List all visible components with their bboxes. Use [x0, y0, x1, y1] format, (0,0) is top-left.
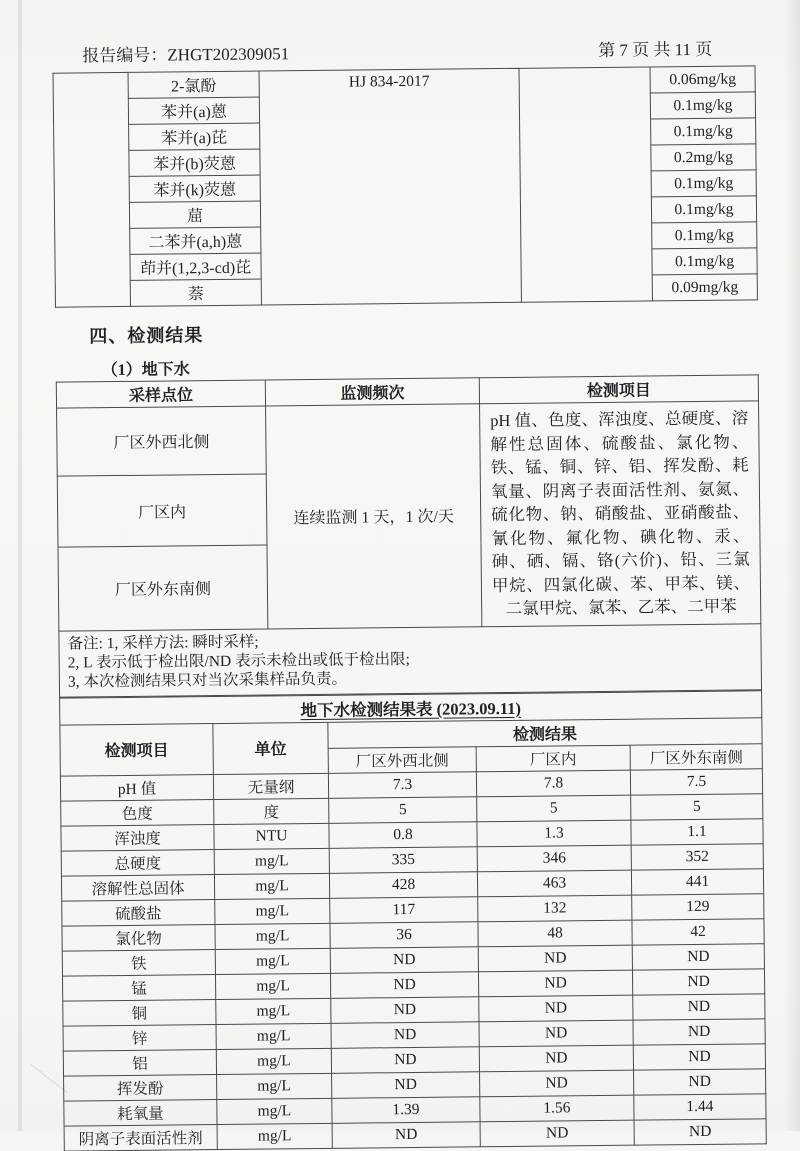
unit-cell: mg/L	[215, 948, 330, 974]
soil-analyte-limits-table	[53, 65, 758, 307]
result-value-cell: 1.39	[332, 1096, 480, 1123]
unit-cell: mg/L	[216, 1023, 331, 1049]
sampling-point-cell: 厂区内	[57, 474, 267, 548]
unit-cell: mg/L	[215, 923, 330, 949]
detection-limit-cell: 0.09mg/kg	[652, 274, 757, 301]
result-value-cell: 346	[477, 845, 631, 872]
page-content	[52, 34, 766, 1151]
note-line: 2, L 表示低于检出限/ND 表示未检出或低于检出限;	[67, 650, 410, 672]
sampling-point-cell: 厂区外东南侧	[58, 545, 268, 630]
result-value-cell: ND	[633, 1043, 765, 1069]
result-value-cell: 5	[329, 796, 477, 823]
item-cell: 浑浊度	[61, 824, 214, 851]
result-value-cell: 463	[477, 870, 631, 897]
result-value-cell: ND	[634, 1118, 766, 1144]
item-cell: 总硬度	[61, 849, 214, 876]
result-value-cell: 7.3	[328, 771, 476, 798]
result-value-cell: ND	[330, 946, 478, 973]
results-table-title: 地下水检测结果表 (2023.09.11)	[300, 698, 522, 720]
result-value-cell: 1.1	[631, 818, 763, 844]
result-value-cell: 1.44	[634, 1093, 766, 1119]
scan-edge-shadow-right	[784, 0, 800, 1131]
col-header-test-items: 检测项目	[479, 375, 758, 404]
subsection-title: （1）地下水	[101, 361, 190, 380]
sampling-point-cell: 厂区外西北侧	[57, 406, 267, 476]
sampling-plan-table	[56, 374, 762, 697]
result-value-cell: ND	[632, 943, 764, 969]
result-value-cell: 7.8	[476, 770, 630, 797]
result-value-cell: ND	[331, 996, 479, 1023]
notes-cell	[59, 623, 762, 696]
analyte-name-cell: 茚并(1,2,3-cd)芘	[130, 253, 261, 280]
item-cell: 氯化物	[62, 924, 215, 951]
result-value-cell: 129	[632, 893, 764, 919]
item-cell: 铁	[62, 949, 215, 976]
method-standard-cell: HJ 834-2017	[259, 68, 521, 305]
analyte-name-cell: 苯并(a)芘	[129, 123, 260, 150]
result-value-cell: 352	[631, 843, 763, 869]
col-header-unit: 单位	[213, 722, 329, 774]
analyte-name-cell: 萘	[130, 279, 261, 306]
result-value-cell: ND	[478, 970, 632, 997]
result-value-cell: ND	[634, 1068, 766, 1094]
detection-limit-cell: 0.1mg/kg	[650, 92, 755, 119]
item-cell: 铜	[63, 999, 216, 1026]
result-value-cell: ND	[633, 993, 765, 1019]
result-value-cell: ND	[479, 1020, 633, 1047]
result-value-cell: 36	[330, 921, 478, 948]
item-cell: 铝	[63, 1049, 216, 1076]
analyte-name-cell: 苯并(k)荧蒽	[129, 175, 260, 202]
analyte-name-cell: 苯并(a)蒽	[128, 97, 259, 124]
result-value-cell: ND	[331, 1021, 479, 1048]
result-value-cell: 441	[631, 868, 763, 894]
notes-row	[59, 623, 762, 696]
col-header-location: 厂区内	[476, 745, 630, 772]
unit-cell: mg/L	[215, 973, 330, 999]
item-cell: 色度	[61, 799, 214, 826]
unit-cell: mg/L	[214, 873, 329, 899]
unit-cell: mg/L	[217, 1073, 332, 1099]
unit-cell: mg/L	[217, 1098, 332, 1124]
result-value-cell: 335	[329, 846, 477, 873]
frequency-cell: 连续监测 1 天，1 次/天	[266, 404, 482, 629]
result-value-cell: ND	[479, 1045, 633, 1072]
result-value-cell: 7.5	[630, 768, 762, 794]
result-value-cell: 132	[478, 895, 632, 922]
col-header-sampling-point: 采样点位	[56, 380, 265, 408]
unit-cell: mg/L	[214, 848, 329, 874]
unit-cell: 度	[214, 798, 329, 824]
result-value-cell: 5	[477, 795, 631, 822]
col-header-location: 厂区外西北侧	[328, 746, 476, 773]
groundwater-results-table	[59, 690, 767, 1151]
col-header-frequency: 监测频次	[265, 378, 479, 406]
empty-cell	[519, 67, 652, 302]
item-cell: 锰	[62, 974, 215, 1001]
unit-cell: mg/L	[216, 998, 331, 1024]
item-cell: 耗氧量	[64, 1099, 217, 1126]
item-cell: 挥发酚	[64, 1074, 217, 1101]
report-number-value: ZHGT202309051	[167, 44, 290, 65]
empty-cell	[53, 72, 130, 307]
result-value-cell: 48	[478, 920, 632, 947]
analyte-name-cell: 二苯并(a,h)蒽	[130, 227, 261, 254]
result-value-cell: 117	[330, 896, 478, 923]
result-value-cell: ND	[480, 1070, 634, 1097]
detection-limit-cell: 0.1mg/kg	[652, 222, 757, 249]
test-items-cell: pH 值、色度、浑浊度、总硬度、溶解性总固体、硫酸盐、氯化物、铁、锰、铜、锌、铝、挥发酚、耗氧量、阴离子表面活性剂、氨氮、硫化物、钠、硝酸盐、亚硝酸盐、氰化物、氟化物、碘化物、汞、砷、硒、镉、铬(六价)、铅、三氯甲烷、四氯化碳、苯、甲苯、镁、二氯甲烷、氯苯、乙苯、二甲苯	[480, 401, 761, 626]
detection-limit-cell: 0.1mg/kg	[651, 170, 756, 197]
col-header-location: 厂区外东南侧	[630, 743, 762, 769]
result-value-cell: 1.3	[477, 820, 631, 847]
detection-limit-cell: 0.1mg/kg	[651, 118, 756, 145]
detection-limit-cell: 0.1mg/kg	[652, 248, 757, 275]
result-value-cell: ND	[633, 1018, 765, 1044]
result-value-cell: 1.56	[480, 1095, 634, 1122]
note-line: 3, 本次检测结果只对当次采集样品负责。	[67, 670, 348, 691]
result-value-cell: ND	[330, 971, 478, 998]
detection-limit-cell: 0.1mg/kg	[651, 196, 756, 223]
unit-cell: mg/L	[216, 1048, 331, 1074]
unit-cell: mg/L	[217, 1123, 332, 1149]
item-cell: 溶解性总固体	[61, 874, 214, 901]
result-value-cell: ND	[478, 945, 632, 972]
table-row	[57, 401, 760, 476]
col-header-item: 检测项目	[60, 723, 214, 776]
result-value-cell: ND	[331, 1046, 479, 1073]
result-value-cell: ND	[479, 995, 633, 1022]
result-value-cell: ND	[332, 1121, 480, 1148]
analyte-name-cell: 2-氯酚	[128, 71, 259, 98]
item-cell: pH 值	[60, 774, 213, 801]
detection-limit-cell: 0.2mg/kg	[651, 144, 756, 171]
result-value-cell: ND	[480, 1120, 634, 1147]
scan-fold-artifact	[31, 1064, 68, 1093]
report-number-label: 报告编号：	[82, 45, 168, 66]
note-line: 备注: 1, 采样方法: 瞬时采样;	[67, 633, 259, 653]
result-value-cell: ND	[632, 968, 764, 994]
analyte-name-cell: 䓛	[129, 201, 260, 228]
detection-limit-cell: 0.06mg/kg	[650, 66, 755, 93]
result-value-cell: 428	[329, 871, 477, 898]
unit-cell: 无量纲	[213, 773, 328, 799]
result-value-cell: 5	[631, 793, 763, 819]
col-header-result-group: 检测结果	[328, 717, 762, 748]
result-value-cell: 42	[632, 918, 764, 944]
result-value-cell: 0.8	[329, 821, 477, 848]
item-cell: 阴离子表面活性剂	[64, 1124, 217, 1151]
report-number	[82, 39, 289, 66]
analyte-name-cell: 苯并(b)荧蒽	[129, 149, 260, 176]
scan-edge-shadow-left	[18, 0, 22, 1131]
page-indicator: 第 7 页 共 11 页	[598, 39, 713, 60]
result-value-cell: ND	[332, 1071, 480, 1098]
item-cell: 硫酸盐	[62, 899, 215, 926]
unit-cell: NTU	[214, 823, 329, 849]
section-title: 四、检测结果	[89, 325, 204, 347]
unit-cell: mg/L	[215, 898, 330, 924]
item-cell: 锌	[63, 1024, 216, 1051]
